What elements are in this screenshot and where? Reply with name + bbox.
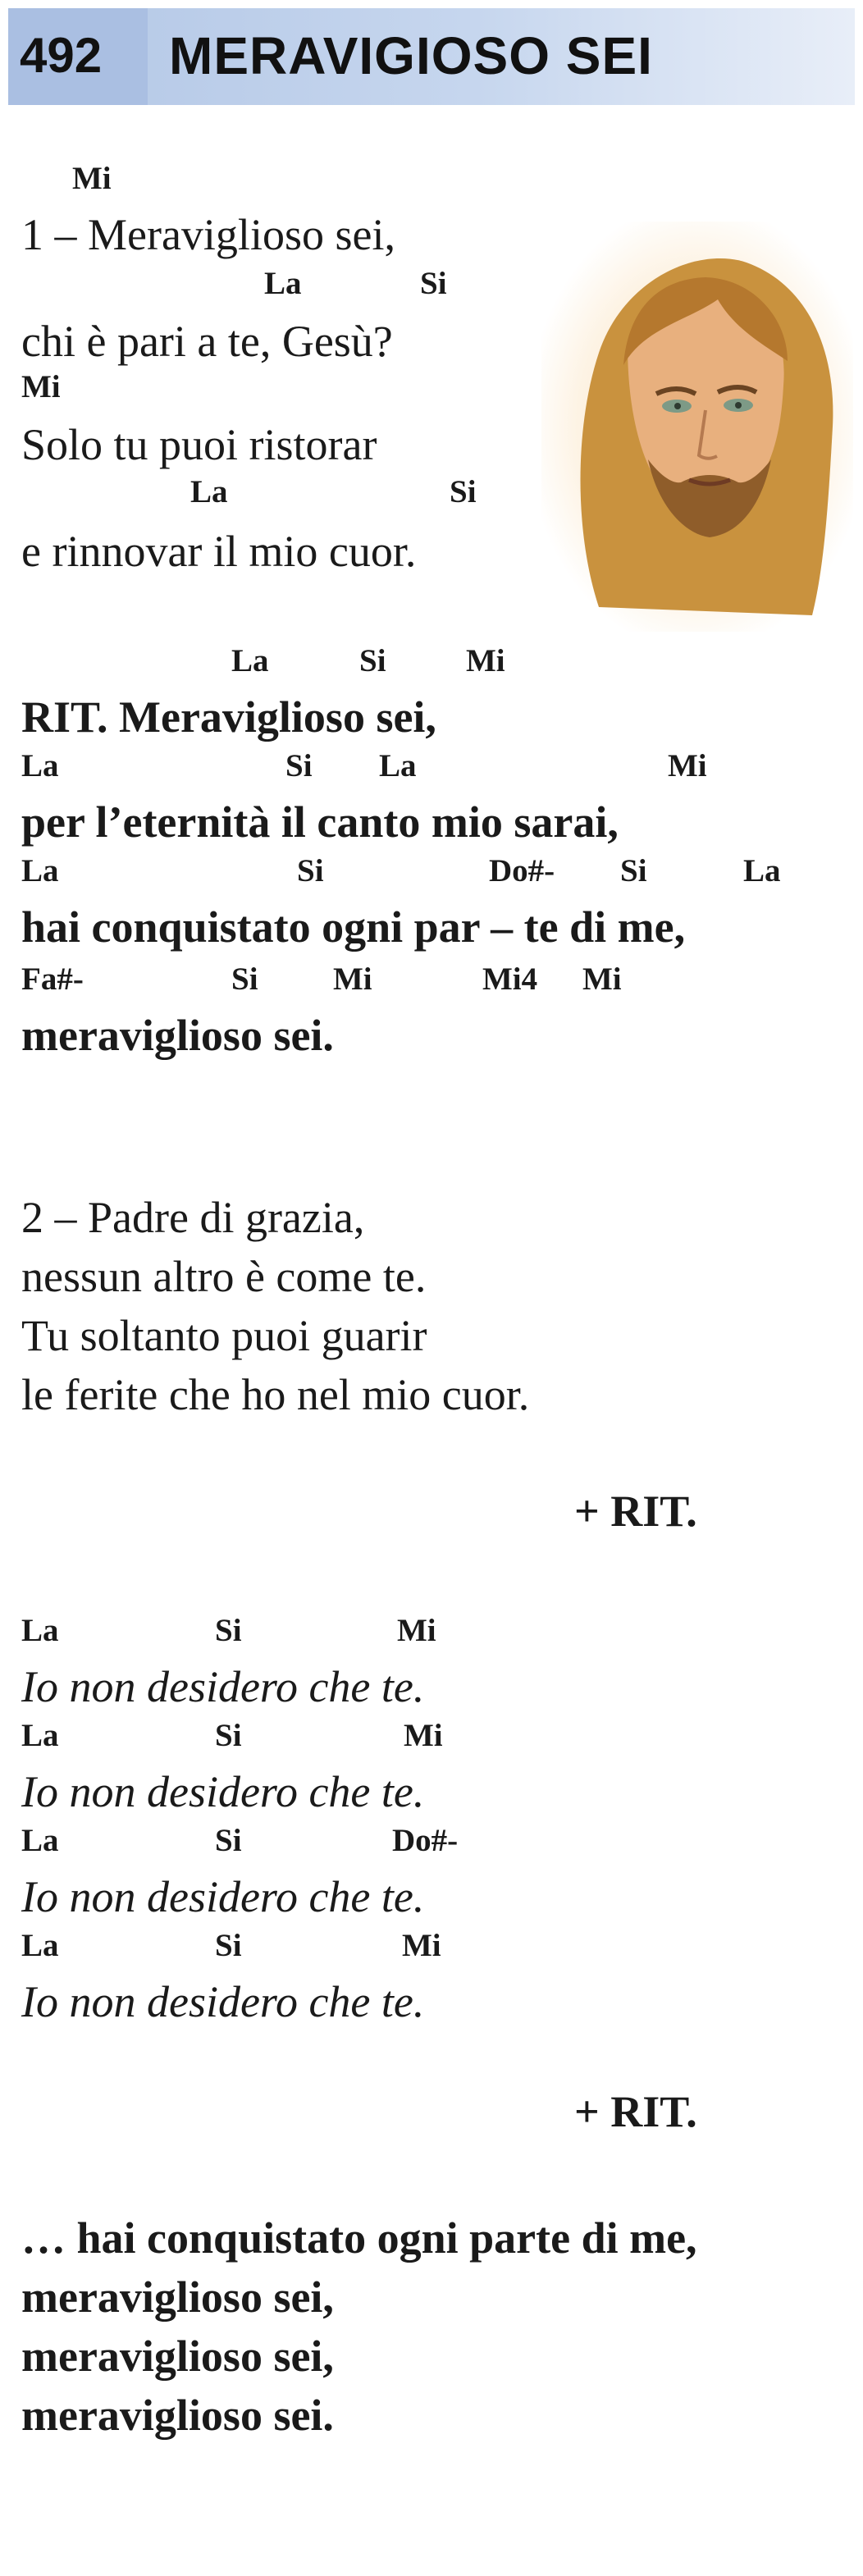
song-title: MERAVIGIOSO SEI xyxy=(169,26,653,85)
refrain-reference: + RIT. xyxy=(574,2087,697,2136)
lyric-line: Solo tu puoi ristorar xyxy=(21,420,377,469)
jesus-portrait-image xyxy=(541,222,853,632)
chorus-line: RIT. Meraviglioso sei, xyxy=(21,692,436,742)
chord: Si xyxy=(215,1718,242,1753)
chord: La xyxy=(743,853,781,888)
chord: Si xyxy=(215,1613,242,1648)
lyric-line: le ferite che ho nel mio cuor. xyxy=(21,1370,530,1419)
chord: Si xyxy=(450,474,477,509)
chord: La xyxy=(21,1718,59,1753)
bridge-line: Io non desidero che te. xyxy=(21,1872,425,1921)
chord: Si xyxy=(297,853,324,888)
chord: La xyxy=(21,1823,59,1858)
chord: Fa#- xyxy=(21,961,84,997)
chord: La xyxy=(231,643,269,678)
chord: Mi4 xyxy=(482,961,538,997)
song-number: 492 xyxy=(20,28,103,83)
chord: Mi xyxy=(21,369,61,404)
chord: Do#- xyxy=(489,853,555,888)
finale-line: … hai conquistato ogni parte di me, xyxy=(21,2213,697,2263)
chord: La xyxy=(21,748,59,783)
chorus-line: hai conquistato ogni par – te di me, xyxy=(21,902,686,952)
finale-line: meraviglioso sei, xyxy=(21,2332,334,2381)
bridge-line: Io non desidero che te. xyxy=(21,1767,425,1816)
finale-line: meraviglioso sei, xyxy=(21,2272,334,2322)
chord: Mi xyxy=(333,961,372,997)
refrain-reference: + RIT. xyxy=(574,1487,697,1536)
chord: Si xyxy=(231,961,258,997)
chord: La xyxy=(264,266,302,301)
lyric-line: 1 – Meraviglioso sei, xyxy=(21,210,395,259)
chord: Mi xyxy=(397,1613,436,1648)
lyric-line: e rinnovar il mio cuor. xyxy=(21,527,417,576)
chord: La xyxy=(379,748,417,783)
chord: Mi xyxy=(466,643,505,678)
lyric-line: nessun altro è come te. xyxy=(21,1252,427,1301)
chord: Mi xyxy=(404,1718,443,1753)
chord: La xyxy=(190,474,228,509)
chord: Do#- xyxy=(392,1823,459,1858)
chord: La xyxy=(21,1928,59,1963)
chord: La xyxy=(21,853,59,888)
chord: Si xyxy=(420,266,447,301)
chord: Mi xyxy=(72,161,112,196)
chord: Mi xyxy=(668,748,707,783)
chord: Si xyxy=(620,853,647,888)
lyric-line: Tu soltanto puoi guarir xyxy=(21,1311,427,1360)
chord: Si xyxy=(359,643,386,678)
chorus-line: meraviglioso sei. xyxy=(21,1011,334,1060)
bridge-line: Io non desidero che te. xyxy=(21,1977,425,2026)
lyric-line: chi è pari a te, Gesù? xyxy=(21,317,393,366)
chord: Si xyxy=(285,748,313,783)
chorus-line: per l’eternità il canto mio sarai, xyxy=(21,797,619,847)
lyric-line: 2 – Padre di grazia, xyxy=(21,1193,365,1242)
chord: Mi xyxy=(582,961,622,997)
song-header xyxy=(8,8,855,105)
chord: Si xyxy=(215,1823,242,1858)
finale-line: meraviglioso sei. xyxy=(21,2391,334,2440)
chord: La xyxy=(21,1613,59,1648)
chord: Si xyxy=(215,1928,242,1963)
bridge-line: Io non desidero che te. xyxy=(21,1662,425,1711)
chord: Mi xyxy=(402,1928,441,1963)
